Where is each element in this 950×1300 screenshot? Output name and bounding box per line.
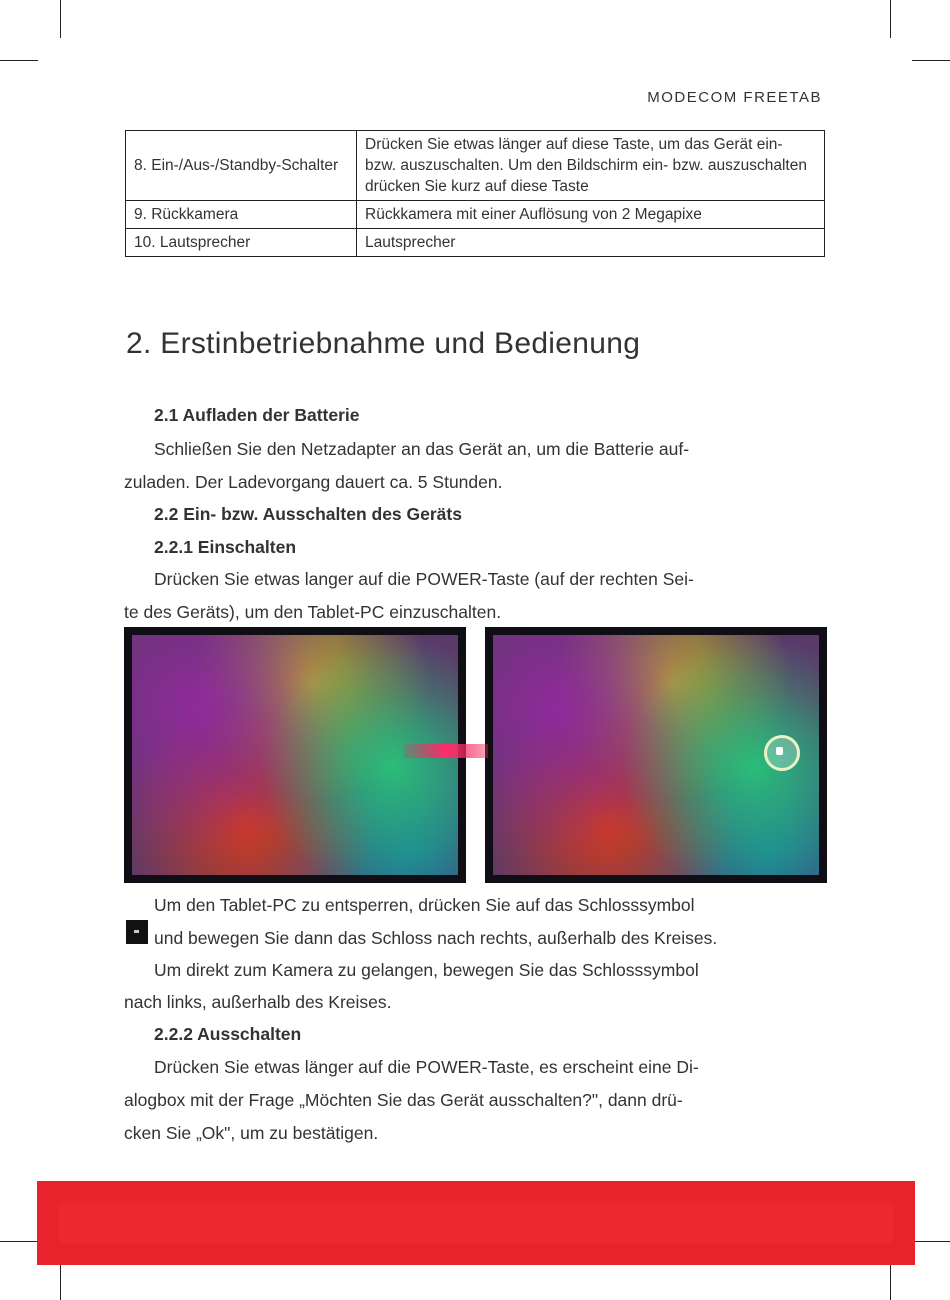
- paragraph-line: und bewegen Sie dann das Schloss nach rechts, außerhalb des Kreises.: [154, 928, 718, 948]
- paragraph-line: Um direkt zum Kamera zu gelangen, bewegen Sie das Schlosssymbol: [154, 960, 699, 980]
- table-row: [126, 201, 825, 229]
- footer-bar: [37, 1181, 915, 1265]
- paragraph-line: Drücken Sie etwas länger auf die POWER-Taste, es erscheint eine Di-: [154, 1057, 699, 1077]
- paragraph-line: Schließen Sie den Netzadapter an das Gerät an, um die Batterie auf-: [154, 439, 690, 459]
- paragraph-line: te des Geräts), um den Tablet-PC einzuschalten.: [124, 602, 502, 622]
- lock-symbol-icon: [126, 920, 148, 944]
- heading-2-2-2: 2.2.2 Ausschalten: [154, 1024, 302, 1044]
- page-header-brand: MODECOM FREETAB: [647, 89, 822, 106]
- crop-mark: [60, 1262, 61, 1300]
- crop-mark: [0, 60, 38, 61]
- paragraph-line: nach links, außerhalb des Kreises.: [124, 992, 392, 1012]
- crop-mark: [912, 1241, 950, 1242]
- table-row: [126, 131, 825, 201]
- section-title: 2. Erstinbetriebnahme und Bedienung: [126, 327, 641, 360]
- crop-mark: [0, 1241, 38, 1242]
- heading-2-1: 2.1 Aufladen der Batterie: [154, 405, 360, 425]
- table-row: [126, 229, 825, 257]
- table-cell-name: 8. Ein-/Aus-/Standby-Schalter: [126, 131, 357, 201]
- table-cell-name: 10. Lautsprecher: [126, 229, 357, 257]
- spec-table: [125, 130, 825, 257]
- crop-mark: [60, 0, 61, 38]
- table-cell-desc: Drücken Sie etwas länger auf diese Taste, um das Gerät ein- bzw. auszuschalten. Um den Bildschirm ein- bzw. auszuschalten drücken Sie kurz auf diese Taste: [357, 131, 825, 201]
- table-cell-desc: Rückkamera mit einer Auflösung von 2 Megapixe: [357, 201, 825, 229]
- lock-icon: [776, 747, 783, 755]
- crop-mark: [912, 60, 950, 61]
- paragraph-line: Drücken Sie etwas langer auf die POWER-Taste (auf der rechten Sei-: [154, 569, 694, 589]
- paragraph-line: cken Sie „Ok", um zu bestätigen.: [124, 1123, 379, 1143]
- paragraph-line: zuladen. Der Ladevorgang dauert ca. 5 Stunden.: [124, 472, 503, 492]
- table-cell-desc: Lautsprecher: [357, 229, 825, 257]
- paragraph-line: alogbox mit der Frage „Möchten Sie das Gerät ausschalten?", dann drü-: [124, 1090, 683, 1110]
- crop-mark: [890, 1262, 891, 1300]
- swipe-arrow-icon: [404, 744, 488, 758]
- table-cell-name: 9. Rückkamera: [126, 201, 357, 229]
- heading-2-2-1: 2.2.1 Einschalten: [154, 537, 297, 557]
- footer-inner-panel: [57, 1201, 895, 1245]
- crop-mark: [890, 0, 891, 38]
- paragraph-line: Um den Tablet-PC zu entsperren, drücken Sie auf das Schlosssymbol: [154, 895, 695, 915]
- heading-2-2: 2.2 Ein- bzw. Ausschalten des Geräts: [154, 504, 462, 524]
